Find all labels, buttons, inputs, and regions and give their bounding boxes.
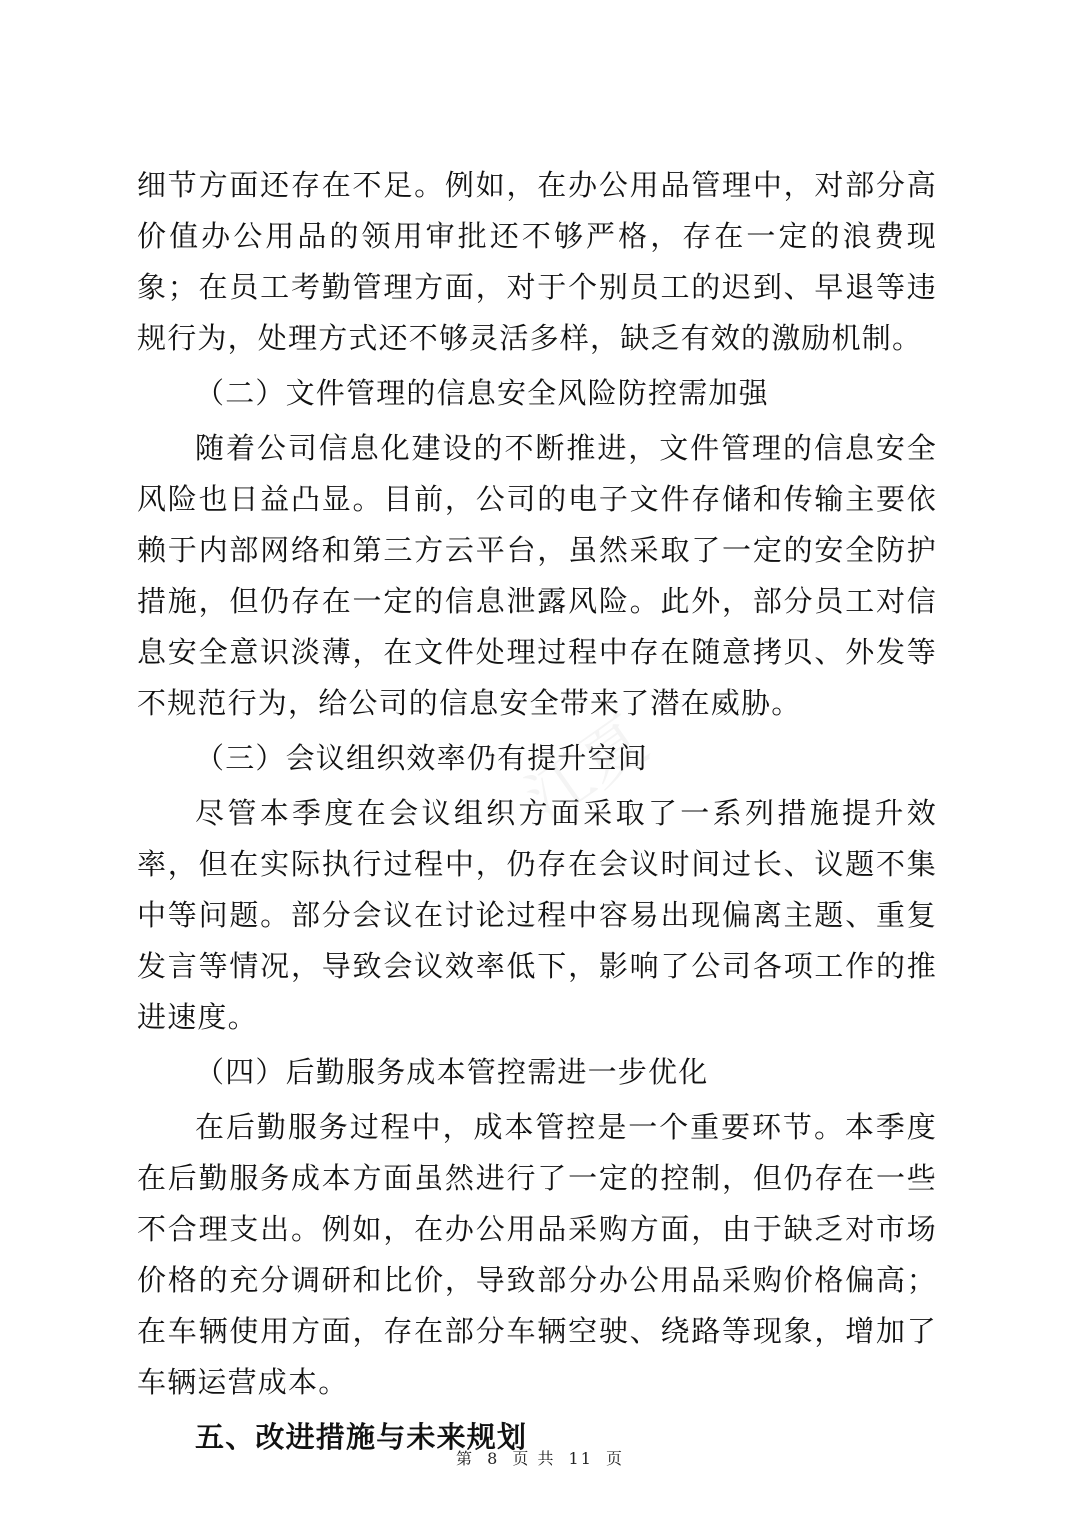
subheading-4: （四）后勤服务成本管控需进一步优化: [195, 1055, 709, 1089]
footer-prefix: 第: [455, 1449, 474, 1468]
subheading-3: （三）会议组织效率仍有提升空间: [195, 741, 649, 775]
paragraph-continued: 细节方面还存在不足。例如，在办公用品管理中，对部分高价值办公用品的领用审批还不够严格，存在一定的浪费现象；在员工考勤管理方面，对于个别员工的迟到、早退等违规行为，处理方式还不够灵活多样，缺乏有效的激励机制。: [137, 168, 937, 355]
subheading-2: （二）文件管理的信息安全风险防控需加强: [195, 376, 769, 410]
paragraph-3: 尽管本季度在会议组织方面采取了一系列措施提升效率，但在实际执行过程中，仍存在会议时间过长、议题不集中等问题。部分会议在讨论过程中容易出现偏离主题、重复发言等情况，导致会议效率低下，影响了公司各项工作的推进速度。: [137, 796, 937, 1034]
watermark: 江夏: [513, 703, 662, 838]
document-body: [137, 160, 937, 1463]
page-footer: [0, 1446, 1080, 1469]
footer-page-number: 8: [487, 1449, 500, 1468]
paragraph-2: 随着公司信息化建设的不断推进，文件管理的信息安全风险也日益凸显。目前，公司的电子文件存储和传输主要依赖于内部网络和第三方云平台，虽然采取了一定的安全防护措施，但仍存在一定的信息泄露风险。此外，部分员工对信息安全意识淡薄，在文件处理过程中存在随意拷贝、外发等不规范行为，给公司的信息安全带来了潜在威胁。: [137, 431, 937, 720]
paragraph-4: 在后勤服务过程中，成本管控是一个重要环节。本季度在后勤服务成本方面虽然进行了一定的控制，但仍存在一些不合理支出。例如，在办公用品采购方面，由于缺乏对市场价格的充分调研和比价，导致部分办公用品采购价格偏高；在车辆使用方面，存在部分车辆空驶、绕路等现象，增加了车辆运营成本。: [137, 1110, 937, 1399]
footer-suffix: 页: [606, 1449, 625, 1468]
footer-middle: 页 共: [512, 1449, 556, 1468]
footer-total-pages: 11: [568, 1449, 593, 1468]
section-title-5: 五、改进措施与未来规划: [195, 1420, 528, 1454]
